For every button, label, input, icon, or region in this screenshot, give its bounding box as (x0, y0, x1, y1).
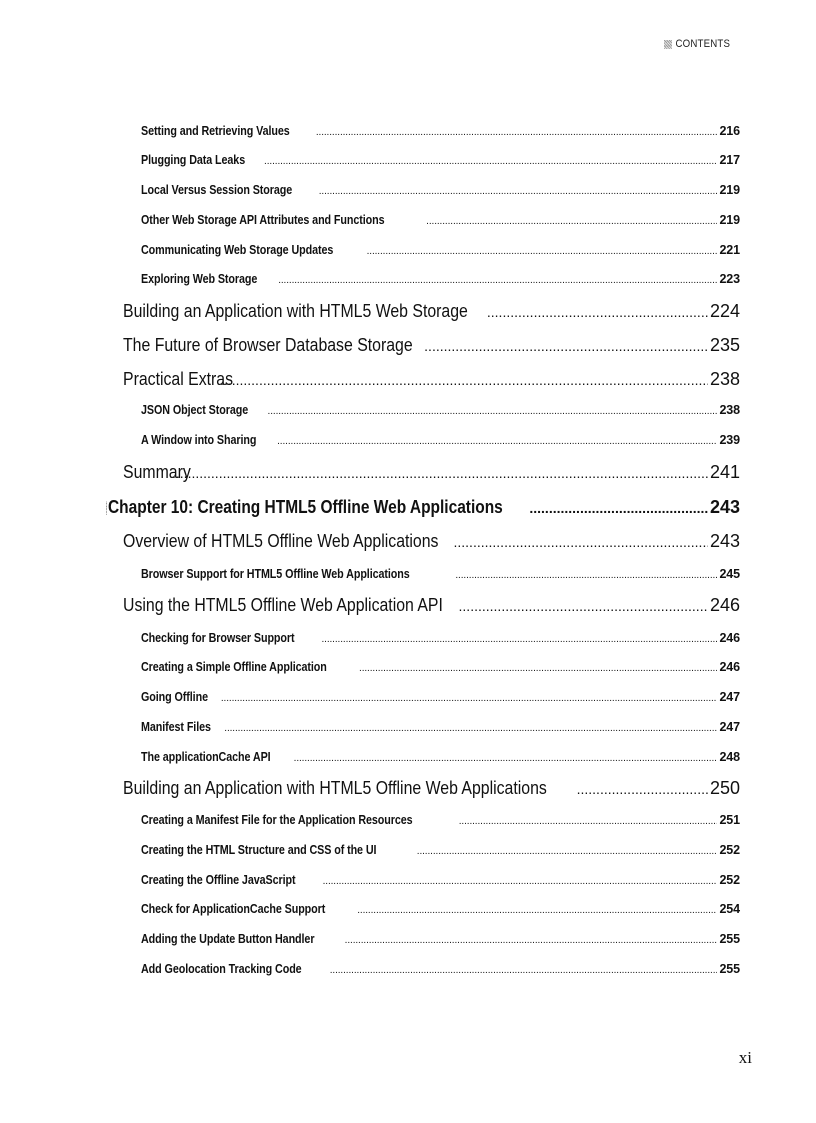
toc-entry-page: 241 (709, 462, 740, 482)
toc-entry-page: 248 (719, 750, 740, 764)
toc-entry-title: Check for ApplicationCache Support (141, 902, 326, 916)
toc-entry-title: Add Geolocation Tracking Code (141, 962, 302, 976)
toc-entry-title: Using the HTML5 Offline Web Application API (123, 595, 443, 615)
toc-entry[interactable] (141, 272, 740, 286)
toc-entry[interactable] (141, 902, 740, 916)
dot-leader (294, 753, 718, 764)
toc-entry-page: 255 (719, 932, 740, 946)
dot-leader (268, 406, 718, 417)
dot-leader (277, 436, 717, 447)
toc-entry[interactable] (141, 873, 740, 887)
running-header-label: CONTENTS (675, 38, 730, 50)
dot-leader (264, 156, 717, 167)
dot-leader (330, 965, 718, 976)
toc-entry-page: 243 (709, 531, 740, 551)
toc-entry-page: 246 (709, 595, 740, 615)
toc-entry-title: Local Versus Session Storage (141, 183, 293, 197)
toc-entry-title: Communicating Web Storage Updates (141, 243, 334, 257)
dot-leader (221, 693, 718, 704)
dot-leader (323, 876, 718, 887)
toc-entry-title: Creating a Simple Offline Application (141, 660, 327, 674)
toc-entry-page: 254 (719, 902, 740, 916)
dot-leader (172, 465, 708, 481)
toc-entry-page: 245 (719, 567, 740, 581)
toc-entry-page: 246 (719, 631, 740, 645)
toc-entry-page: 219 (719, 183, 740, 197)
toc-chapter-entry[interactable] (106, 497, 740, 518)
toc-entry[interactable] (141, 631, 740, 645)
toc-entry-title: The Future of Browser Database Storage (123, 335, 413, 355)
toc-entry-page: 238 (709, 369, 740, 389)
toc-entry-page: 252 (719, 873, 740, 887)
page-number: xi (738, 1048, 752, 1067)
toc-entry-title: Building an Application with HTML5 Offline Web Applications (123, 778, 547, 798)
dot-leader (424, 338, 708, 354)
toc-entry-page: 224 (709, 301, 740, 321)
toc-entry-title: Manifest Files (141, 720, 211, 734)
dot-leader (359, 663, 717, 674)
toc-entry[interactable] (141, 660, 740, 674)
toc-entry[interactable] (141, 813, 740, 827)
toc-entry[interactable] (141, 153, 740, 167)
toc-entry-title: Practical Extras (123, 369, 234, 389)
dot-leader (459, 816, 718, 827)
toc-entry-page: 255 (719, 962, 740, 976)
toc-entry-title: Chapter 10: Creating HTML5 Offline Web Applications (108, 497, 504, 517)
dot-leader (529, 500, 708, 516)
toc-entry-page: 250 (709, 778, 740, 798)
dot-leader (367, 246, 718, 257)
toc-entry[interactable] (123, 335, 740, 356)
toc-entry-page: 216 (719, 124, 740, 138)
toc-entry-title: Other Web Storage API Attributes and Functions (141, 213, 385, 227)
toc-entry-title: A Window into Sharing (141, 433, 257, 447)
dot-leader (459, 598, 708, 614)
toc-entry-title: JSON Object Storage (141, 403, 249, 417)
toc-entry[interactable] (141, 843, 740, 857)
toc-entry[interactable] (141, 124, 740, 138)
toc-entry-title: Summary (123, 462, 191, 482)
toc-entry-title: Overview of HTML5 Offline Web Applications (123, 531, 439, 551)
toc-entry[interactable] (123, 531, 740, 552)
toc-entry-page: 252 (719, 843, 740, 857)
toc-entry[interactable] (141, 690, 740, 704)
dot-leader (455, 570, 717, 581)
toc-entry-page: 243 (709, 497, 740, 517)
toc-entry[interactable] (141, 720, 740, 734)
toc-entry-title: Exploring Web Storage (141, 272, 258, 286)
toc-entry-page: 217 (719, 153, 740, 167)
toc-entry-page: 219 (719, 213, 740, 227)
toc-entry-page: 247 (719, 720, 740, 734)
toc-entry[interactable] (141, 433, 740, 447)
toc-entry-page: 238 (719, 403, 740, 417)
toc-entry[interactable] (141, 243, 740, 257)
toc-entry-page: 239 (719, 433, 740, 447)
toc-entry[interactable] (141, 962, 740, 976)
toc-entry-title: Creating the Offline JavaScript (141, 873, 296, 887)
toc-entry-page: 235 (709, 335, 740, 355)
toc-entry[interactable] (123, 778, 740, 799)
toc-entry[interactable] (141, 183, 740, 197)
toc-entry[interactable] (141, 750, 740, 764)
toc-entry-title: Going Offline (141, 690, 208, 704)
dot-leader (577, 781, 708, 797)
dot-leader (417, 846, 718, 857)
toc-entry-title: The applicationCache API (141, 750, 271, 764)
dot-leader (316, 127, 718, 138)
toc-entry-page: 246 (719, 660, 740, 674)
dot-leader (220, 372, 708, 388)
dot-leader (487, 304, 708, 320)
toc-entry-title: Plugging Data Leaks (141, 153, 246, 167)
toc-entry-page: 221 (719, 243, 740, 257)
toc-entry[interactable] (123, 595, 740, 616)
dot-leader (345, 935, 718, 946)
dot-leader (278, 275, 717, 286)
toc-entry-page: 247 (719, 690, 740, 704)
toc-entry-title: Checking for Browser Support (141, 631, 295, 645)
dot-leader (357, 905, 717, 916)
toc-entry[interactable] (141, 567, 740, 581)
toc-entry-page: 223 (719, 272, 740, 286)
toc-entry-title: Adding the Update Button Handler (141, 932, 315, 946)
toc-entry-title: Browser Support for HTML5 Offline Web Applications (141, 567, 410, 581)
toc-entry-title: Building an Application with HTML5 Web Storage (123, 301, 468, 321)
toc-entry-title: Creating a Manifest File for the Application Resources (141, 813, 413, 827)
toc-entry[interactable] (141, 213, 740, 227)
toc-entry[interactable] (141, 932, 740, 946)
toc-entry[interactable] (123, 462, 740, 483)
toc-entry-title: Setting and Retrieving Values (141, 124, 290, 138)
dot-leader (319, 186, 718, 197)
dot-leader (321, 634, 717, 645)
toc-entry[interactable] (123, 301, 740, 322)
toc-entry[interactable] (141, 403, 740, 417)
dot-leader (224, 723, 717, 734)
dot-leader (454, 534, 708, 550)
toc-entry[interactable] (123, 369, 740, 390)
dot-leader (426, 216, 717, 227)
toc-entry-title: Creating the HTML Structure and CSS of the UI (141, 843, 377, 857)
toc-entry-page: 251 (719, 813, 740, 827)
